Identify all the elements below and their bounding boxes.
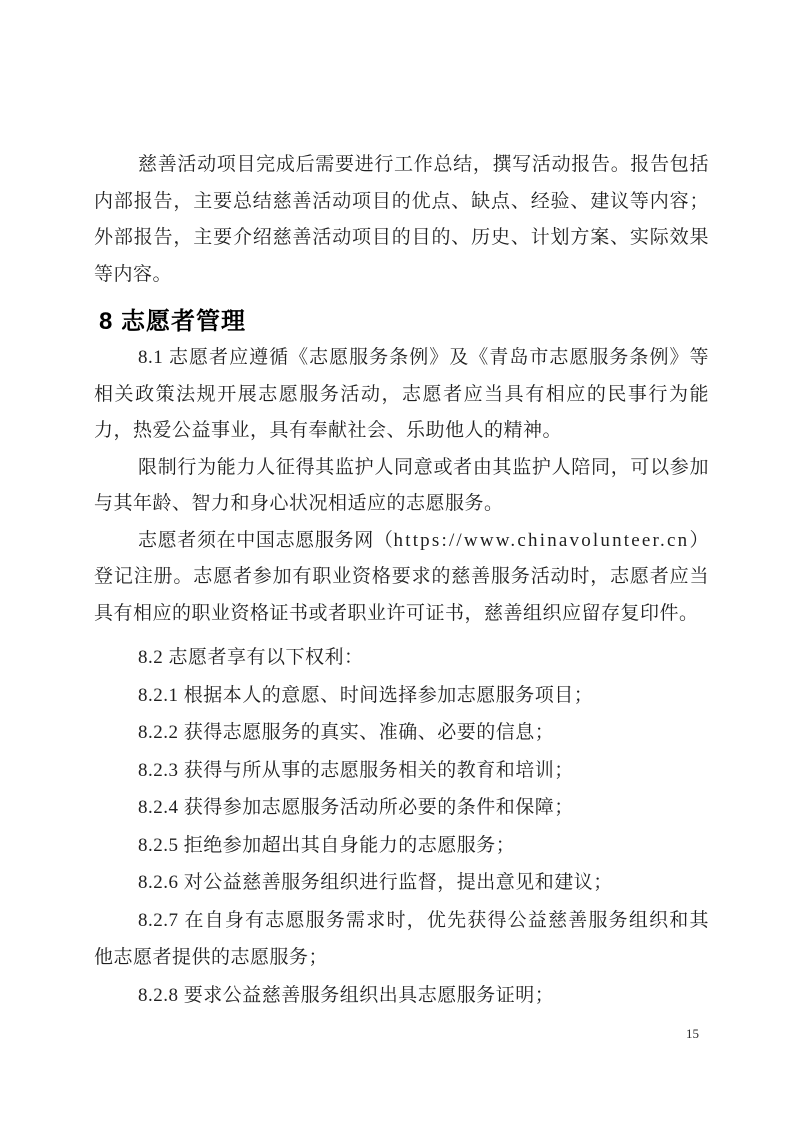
list-item: 8.2.4 获得参加志愿服务活动所必要的条件和保障； xyxy=(138,797,574,818)
list-item: 8.2.2 获得志愿服务的真实、准确、必要的信息； xyxy=(138,722,555,743)
list-item: 8.2.5 拒绝参加超出其自身能力的志愿服务； xyxy=(138,834,516,856)
section-heading: 8 志愿者管理 xyxy=(99,308,247,335)
list-item: 8.2.3 获得与所从事的志愿服务相关的教育和培训； xyxy=(138,759,574,781)
paragraph xyxy=(94,523,709,633)
page-number: 15 xyxy=(686,1026,699,1041)
paragraph: 慈善活动项目完成后需要进行工作总结，撰写活动报告。报告包括内部报告，主要总结慈善活动项目的优点、缺点、经验、建议等内容；外部报告，主要介绍慈善活动项目的目的、历史、计划方案、实际效果等内容。 xyxy=(94,154,709,285)
document-body xyxy=(94,147,709,1014)
website-url: https://www.chinavolunteer.cn xyxy=(393,529,690,551)
paragraph: 限制行为能力人征得其监护人同意或者由其监护人陪同，可以参加与其年龄、智力和身心状况相适应的志愿服务。 xyxy=(94,456,709,514)
list-item: 8.2.7 在自身有志愿服务需求时，优先获得公益慈善服务组织和其他志愿者提供的志愿服务； xyxy=(94,909,709,968)
paragraph-text: 志愿者须在中国志愿服务网（ xyxy=(138,529,394,551)
paragraph: 8.1 志愿者应遵循《志愿服务条例》及《青岛市志愿服务条例》等相关政策法规开展志愿服务活动，志愿者应当具有相应的民事行为能力，热爱公益事业，具有奉献社会、乐助他人的精神。 xyxy=(94,347,709,441)
list-item: 8.2.6 对公益慈善服务组织进行监督，提出意见和建议； xyxy=(138,872,613,893)
list-item: 8.2.1 根据本人的意愿、时间选择参加志愿服务项目； xyxy=(138,684,594,706)
paragraph: 8.2 志愿者享有以下权利： xyxy=(138,647,364,668)
list-item: 8.2.8 要求公益慈善服务组织出具志愿服务证明； xyxy=(138,984,555,1006)
paragraph-text: ）登记注册。志愿者参加有职业资格要求的慈善服务活动时，志愿者应当具有相应的职业资格证书或者职业许可证书，慈善组织应留存复印件。 xyxy=(94,529,709,624)
